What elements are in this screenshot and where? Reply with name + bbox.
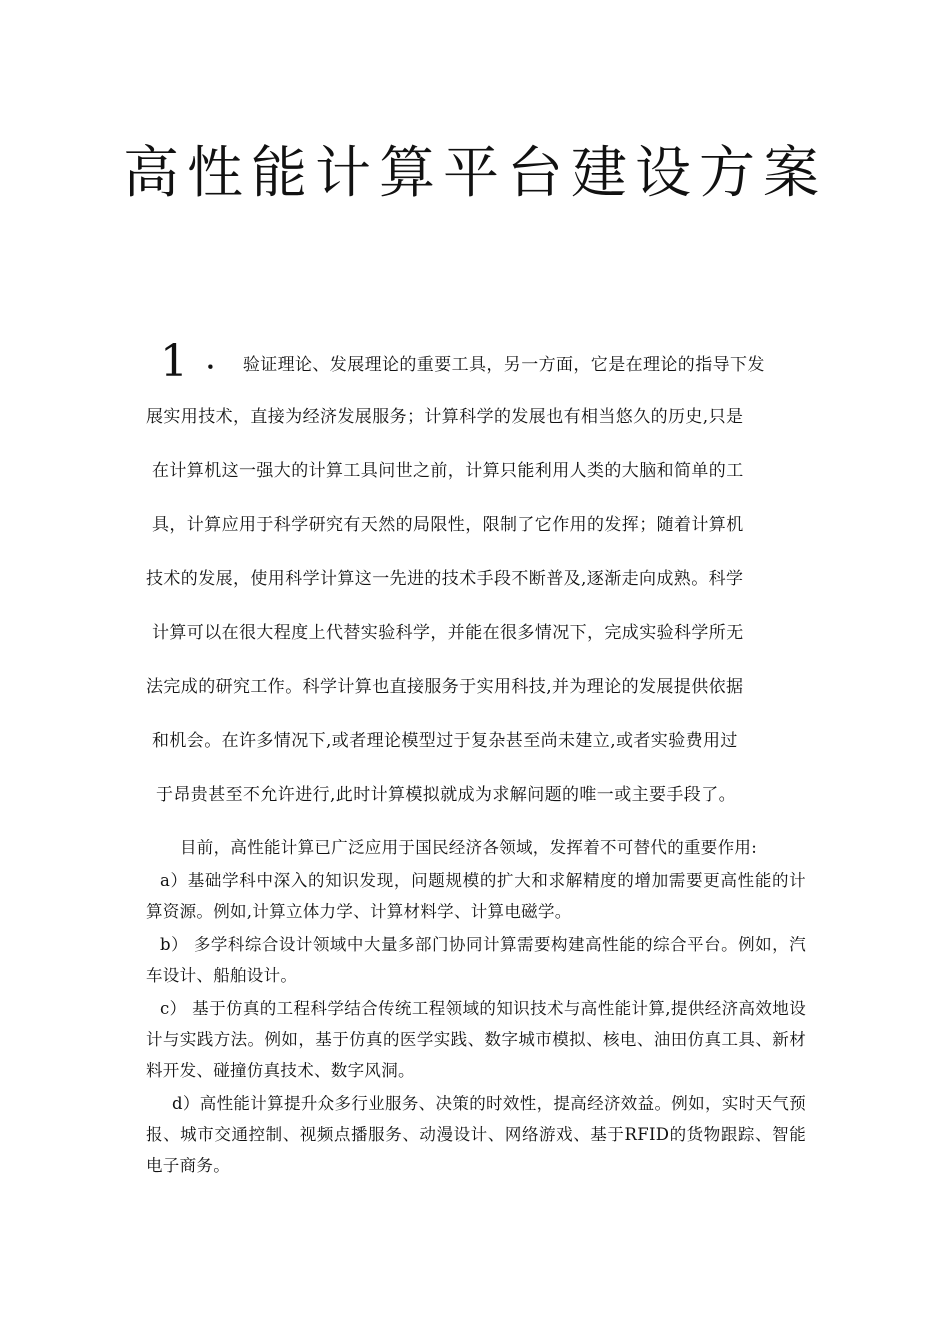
- section-line-text: 验证理论、发展理论的重要工具，另一方面，它是在理论的指导下发: [242, 355, 765, 375]
- list-item-c: c） 基于仿真的工程科学结合传统工程领域的知识技术与高性能计算,提供经济高效地设计与实践方法。例如，基于仿真的医学实践、数字城市模拟、核电、油田仿真工具、新材料开发、碰撞仿真技术、数字风洞。: [146, 999, 806, 1080]
- section-1: [146, 330, 806, 822]
- section-line: 法完成的研究工作。科学计算也直接服务于实用科技,并为理论的发展提供依据: [146, 677, 744, 697]
- body-text: [146, 832, 806, 1183]
- section-line: 具，计算应用于科学研究有天然的局限性，限制了它作用的发挥；随着计算机: [152, 515, 744, 535]
- section-line: 和机会。在许多情况下,或者理论模型过于复杂甚至尚未建立,或者实验费用过: [152, 731, 738, 751]
- section-line: 展实用技术，直接为经济发展服务；计算科学的发展也有相当悠久的历史,只是: [146, 407, 744, 427]
- document-title: 高性能计算平台建设方案: [123, 141, 827, 206]
- list-item-b: b） 多学科综合设计领域中大量多部门协同计算需要构建高性能的综合平台。例如，汽车设计、船舶设计。: [146, 935, 806, 985]
- section-number: 1: [160, 336, 189, 387]
- section-line: [146, 330, 806, 390]
- section-line: 技术的发展，使用科学计算这一先进的技术手段不断普及,逐渐走向成熟。科学: [146, 569, 744, 589]
- section-line: 计算可以在很大程度上代替实验科学，并能在很多情况下，完成实验科学所无: [152, 623, 744, 643]
- list-item-a: a）基础学科中深入的知识发现，问题规模的扩大和求解精度的增加需要更高性能的计算资源。例如,计算立体力学、计算材料学、计算电磁学。: [146, 871, 806, 921]
- list-item-d: d）高性能计算提升众多行业服务、决策的时效性，提高经济效益。例如，实时天气预报、城市交通控制、视频点播服务、动漫设计、网络游戏、基于RFID的货物跟踪、智能电子商务。: [146, 1094, 806, 1175]
- intro-paragraph: 目前，高性能计算已广泛应用于国民经济各领域，发挥着不可替代的重要作用:: [180, 838, 758, 857]
- section-line: 在计算机这一强大的计算工具问世之前，计算只能利用人类的大脑和简单的工: [152, 461, 744, 481]
- section-number-dot: ．: [206, 345, 233, 375]
- section-line: 于昂贵甚至不允许进行,此时计算模拟就成为求解问题的唯一或主要手段了。: [156, 785, 737, 805]
